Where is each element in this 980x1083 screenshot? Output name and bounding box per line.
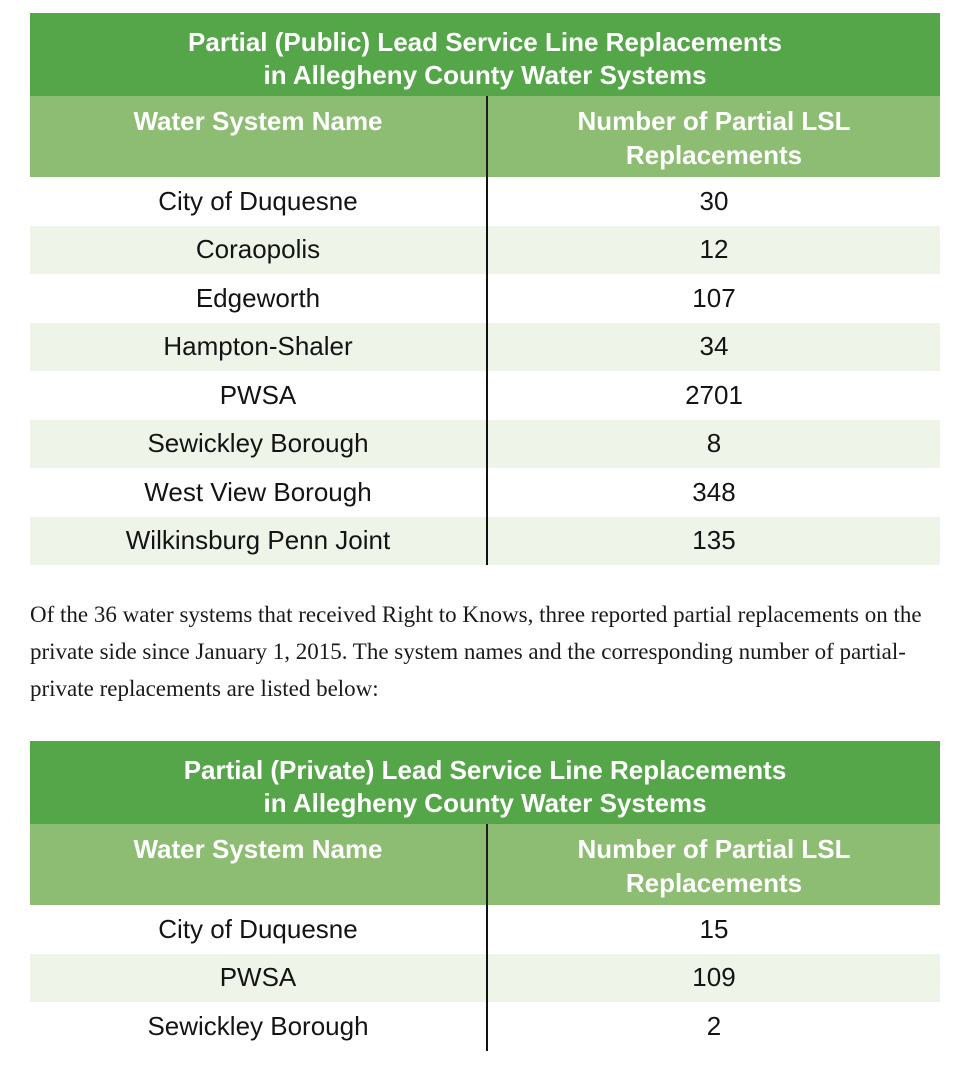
water-system-name-cell: Coraopolis [195, 234, 321, 265]
water-system-name-cell: Sewickley Borough [147, 428, 369, 459]
public-col-header-count-line2: Replacements [625, 140, 803, 170]
water-system-name-cell: Wilkinsburg Penn Joint [125, 525, 391, 556]
table-row [30, 323, 940, 372]
public-col-header-name [30, 96, 486, 177]
table-row [30, 905, 940, 954]
water-system-name-cell: Hampton-Shaler [163, 331, 353, 362]
private-table-header-row [30, 824, 940, 905]
public-table-header-row [30, 96, 940, 177]
private-col-header-count-line2: Replacements [625, 868, 803, 898]
replacement-count-cell: 34 [486, 323, 940, 372]
private-lsl-table [30, 741, 940, 1051]
table-row [30, 468, 940, 517]
private-col-header-name-text: Water System Name [133, 834, 383, 864]
replacement-count-cell: 2 [486, 1002, 940, 1051]
replacement-count-cell: 348 [486, 468, 940, 517]
replacement-count-cell: 8 [486, 420, 940, 469]
water-system-name-cell: Edgeworth [195, 282, 321, 313]
public-col-header-name-text: Water System Name [133, 106, 383, 136]
table-row [30, 517, 940, 566]
table-row [30, 177, 940, 226]
replacement-count-cell: 109 [486, 954, 940, 1003]
table-row [30, 274, 940, 323]
replacement-count-cell: 30 [486, 177, 940, 226]
water-system-name-cell: PWSA [219, 379, 297, 410]
public-col-header-count-line1: Number of Partial LSL [577, 106, 851, 136]
water-system-name-cell: Sewickley Borough [147, 1010, 369, 1041]
water-system-name-cell: PWSA [219, 962, 297, 993]
public-table-body [30, 177, 940, 565]
table-row [30, 371, 940, 420]
body-paragraph: Of the 36 water systems that received Right to Knows, three reported partial replacements on the private side since January 1, 2015. The system names and the corresponding number of partial-private replacements are listed below: [30, 602, 922, 701]
private-col-header-name [30, 824, 486, 905]
replacement-count-cell: 107 [486, 274, 940, 323]
replacement-count-cell: 2701 [486, 371, 940, 420]
replacement-count-cell: 12 [486, 226, 940, 275]
table-row [30, 954, 940, 1003]
public-lsl-table [30, 13, 940, 565]
public-table-title-line1: Partial (Public) Lead Service Line Replacements [188, 27, 782, 57]
table-row [30, 420, 940, 469]
private-col-header-count [486, 824, 940, 905]
public-table-title-line2: in Allegheny County Water Systems [263, 60, 707, 90]
private-col-header-count-line1: Number of Partial LSL [577, 834, 851, 864]
table-row [30, 226, 940, 275]
water-system-name-cell: City of Duquesne [158, 913, 358, 944]
replacement-count-cell: 15 [486, 905, 940, 954]
public-col-header-count [486, 96, 940, 177]
water-system-name-cell: West View Borough [144, 476, 372, 507]
water-system-name-cell: City of Duquesne [158, 185, 358, 216]
private-table-title [30, 741, 940, 824]
private-table-title-line2: in Allegheny County Water Systems [263, 788, 707, 818]
table-row [30, 1002, 940, 1051]
public-table-title [30, 13, 940, 96]
private-table-title-line1: Partial (Private) Lead Service Line Replacements [183, 755, 787, 785]
replacement-count-cell: 135 [486, 517, 940, 566]
private-table-body [30, 905, 940, 1051]
